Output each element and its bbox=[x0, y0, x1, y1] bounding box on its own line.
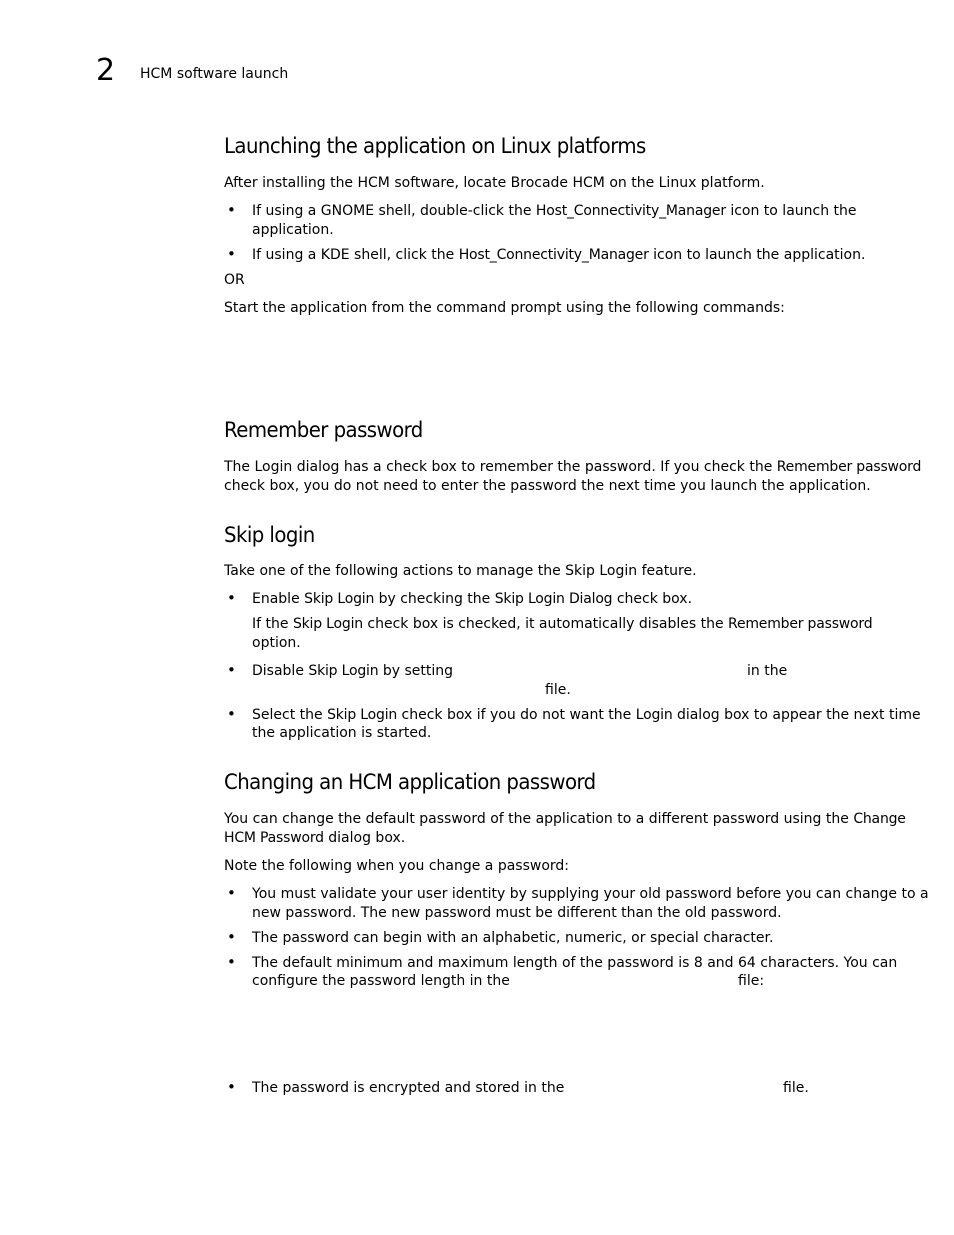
bullet-icon: • bbox=[227, 201, 236, 219]
ui-label: Skip Login bbox=[304, 591, 375, 607]
list-item bbox=[252, 706, 921, 725]
list-item-text: Disable bbox=[252, 663, 309, 679]
bullet-icon: • bbox=[227, 705, 236, 723]
ui-label: Login bbox=[635, 707, 673, 723]
list-item-text: If using a GNOME shell, double-click the bbox=[252, 203, 536, 219]
bullet-icon: • bbox=[227, 884, 236, 902]
list-item-text: icon to launch the application. bbox=[648, 247, 866, 263]
list-item bbox=[252, 202, 857, 221]
list-item-continuation: option. bbox=[252, 635, 301, 651]
ui-label: Skip Login bbox=[327, 707, 398, 723]
paragraph-text: The Login dialog has a check box to remember the password. If you check the bbox=[224, 459, 777, 475]
list-item-continuation: configure the password length in the bbox=[252, 973, 510, 989]
list-item-text: Select the bbox=[252, 707, 328, 723]
paragraph: Start the application from the command prompt using the following commands: bbox=[224, 300, 785, 316]
list-item-text: in the bbox=[747, 663, 788, 679]
list-item-text: Enable bbox=[252, 591, 305, 607]
bullet-icon: • bbox=[227, 1078, 236, 1096]
paragraph-or: OR bbox=[224, 272, 245, 288]
list-item-continuation: the application is started. bbox=[252, 725, 432, 741]
list-item-text: check box. bbox=[612, 591, 693, 607]
running-header: HCM software launch bbox=[140, 66, 289, 82]
ui-label: Skip Login bbox=[308, 663, 379, 679]
paragraph: Take one of the following actions to manage the Skip Login feature. bbox=[224, 563, 697, 579]
paragraph-continuation bbox=[224, 829, 405, 848]
section-heading-remember-password: Remember password bbox=[224, 418, 423, 442]
section-heading-skip-login: Skip login bbox=[224, 523, 315, 547]
ui-label: Remember password bbox=[728, 616, 873, 632]
list-item-text: check box is checked, it automatically disables the bbox=[362, 616, 729, 632]
list-item: The password is encrypted and stored in the bbox=[252, 1080, 565, 1096]
ui-label: Change bbox=[853, 811, 906, 827]
ui-label: Host_Connectivity_Manager bbox=[458, 247, 649, 263]
ui-label: Skip Login bbox=[292, 616, 363, 632]
list-item-text: dialog box to appear the next time bbox=[672, 707, 921, 723]
list-item-text: by checking the bbox=[374, 591, 495, 607]
list-item-subparagraph bbox=[252, 615, 872, 634]
list-item bbox=[252, 246, 865, 265]
section-heading-change-password: Changing an HCM application password bbox=[224, 770, 596, 794]
list-item-text: icon to launch the bbox=[725, 203, 857, 219]
list-item-text: If using a KDE shell, click the bbox=[252, 247, 459, 263]
paragraph-text: dialog box. bbox=[323, 830, 406, 846]
paragraph bbox=[224, 810, 906, 829]
bullet-icon: • bbox=[227, 928, 236, 946]
paragraph-continuation: check box, you do not need to enter the password the next time you launch the application. bbox=[224, 478, 871, 494]
list-item: The password can begin with an alphabetic, numeric, or special character. bbox=[252, 930, 774, 946]
list-item-text: file. bbox=[545, 682, 571, 698]
ui-label: Skip Login Dialog bbox=[494, 591, 613, 607]
ui-label: HCM Password bbox=[224, 830, 324, 846]
list-item bbox=[252, 590, 692, 609]
paragraph: Note the following when you change a password: bbox=[224, 858, 570, 874]
paragraph bbox=[224, 458, 921, 477]
bullet-icon: • bbox=[227, 589, 236, 607]
list-item bbox=[252, 662, 453, 681]
list-item-continuation: application. bbox=[252, 222, 334, 238]
list-item-text: by setting bbox=[378, 663, 453, 679]
list-item: The default minimum and maximum length of the password is 8 and 64 characters. You can bbox=[252, 955, 898, 971]
chapter-number: 2 bbox=[96, 53, 116, 88]
bullet-icon: • bbox=[227, 245, 236, 263]
list-item-text: file. bbox=[783, 1080, 809, 1096]
bullet-icon: • bbox=[227, 661, 236, 679]
list-item-text: If the bbox=[252, 616, 293, 632]
paragraph-text: You can change the default password of the application to a different password using the bbox=[224, 811, 854, 827]
list-item: You must validate your user identity by supplying your old password before you can change to a bbox=[252, 886, 929, 902]
ui-label: Remember password bbox=[776, 459, 922, 475]
bullet-icon: • bbox=[227, 953, 236, 971]
list-item-text: file: bbox=[738, 973, 765, 989]
paragraph: After installing the HCM software, locate Brocade HCM on the Linux platform. bbox=[224, 175, 765, 191]
list-item-text: check box if you do not want the bbox=[397, 707, 636, 723]
list-item-continuation: new password. The new password must be different than the old password. bbox=[252, 905, 782, 921]
section-heading-linux: Launching the application on Linux platforms bbox=[224, 134, 646, 158]
ui-label: Host_Connectivity_Manager bbox=[535, 203, 726, 219]
